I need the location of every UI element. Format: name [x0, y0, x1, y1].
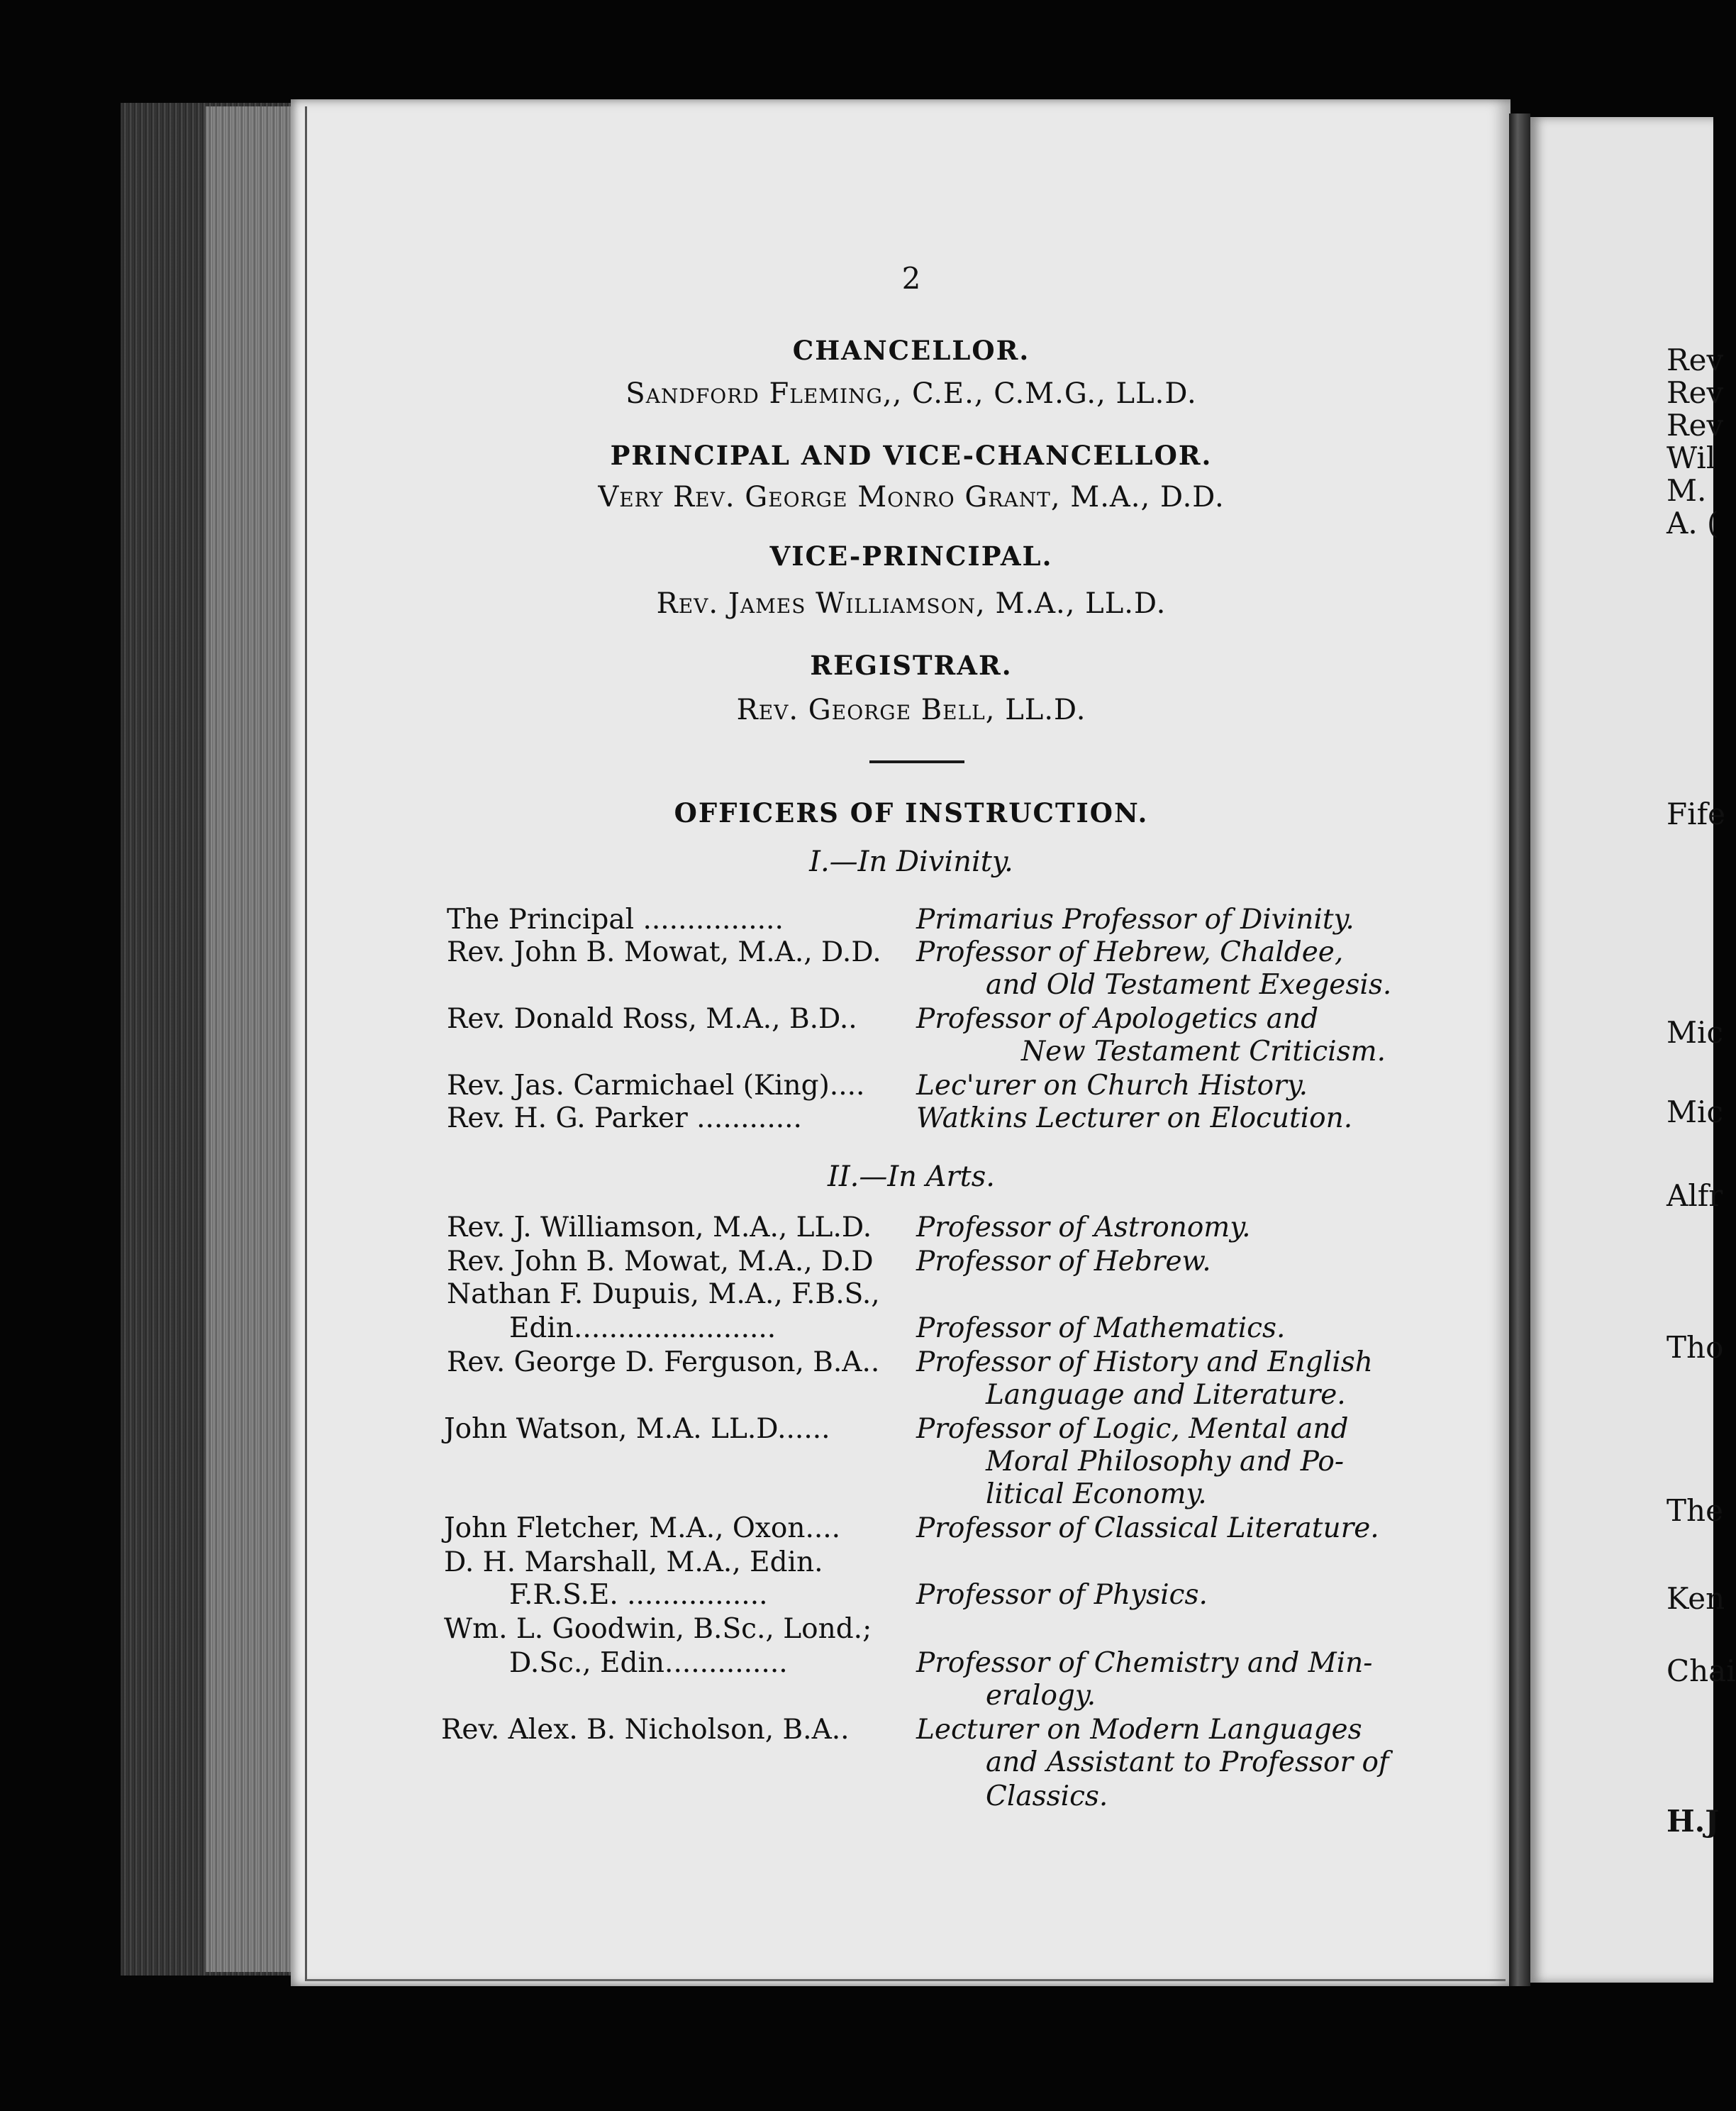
- faculty-name: John Fletcher, M.A., Oxon....: [444, 1512, 841, 1544]
- faculty-title: eralogy.: [986, 1680, 1096, 1712]
- faculty-name: D. H. Marshall, M.A., Edin.: [444, 1546, 823, 1578]
- chancellor-heading: CHANCELLOR.: [792, 335, 1030, 366]
- faculty-name: Rev. Donald Ross, M.A., B.D..: [447, 1003, 857, 1035]
- faculty-title: Professor of Classical Literature.: [916, 1512, 1379, 1544]
- faculty-name: Edin.......................: [509, 1312, 777, 1344]
- faculty-title: Professor of Apologetics and: [916, 1003, 1319, 1035]
- faculty-name: Wm. L. Goodwin, B.Sc., Lond.;: [444, 1613, 872, 1645]
- divinity-subheading: I.—In Divinity.: [809, 846, 1013, 878]
- faculty-title: Watkins Lecturer on Elocution.: [916, 1102, 1353, 1134]
- principal-heading: PRINCIPAL AND VICE-CHANCELLOR.: [610, 440, 1213, 471]
- vice-principal-heading: VICE-PRINCIPAL.: [769, 541, 1053, 572]
- principal-name: Very Rev. George Monro Grant, M.A., D.D.: [598, 481, 1225, 514]
- facing-fragment: Rev: [1667, 408, 1724, 443]
- faculty-title: litical Economy.: [986, 1478, 1207, 1510]
- faculty-title: Professor of Chemistry and Min-: [916, 1647, 1373, 1679]
- faculty-title: Language and Literature.: [986, 1379, 1346, 1411]
- faculty-name: John Watson, M.A. LL.D......: [444, 1413, 830, 1445]
- facing-fragment: Ken: [1667, 1581, 1725, 1616]
- faculty-name: The Principal ................: [447, 904, 784, 936]
- faculty-name: Rev. H. G. Parker ............: [447, 1102, 802, 1134]
- faculty-title: Primarius Professor of Divinity.: [916, 904, 1354, 936]
- faculty-name: Rev. John B. Mowat, M.A., D.D.: [447, 936, 881, 968]
- facing-fragment: Rev: [1667, 375, 1724, 410]
- chancellor-name: Sandford Fleming,, C.E., C.M.G., LL.D.: [625, 377, 1197, 410]
- facing-fragment: Tho: [1667, 1330, 1724, 1365]
- faculty-name: D.Sc., Edin..............: [509, 1647, 788, 1679]
- faculty-title: Professor of Hebrew, Chaldee,: [916, 936, 1344, 968]
- vice-principal-name: Rev. James Williamson, M.A., LL.D.: [656, 587, 1167, 620]
- facing-fragment: Wil: [1667, 441, 1716, 475]
- facing-fragment: Fife: [1667, 797, 1725, 831]
- facing-fragment: Rev: [1667, 343, 1724, 377]
- faculty-name: Rev. John B. Mowat, M.A., D.D: [447, 1246, 874, 1278]
- faculty-name: F.R.S.E. ................: [509, 1579, 768, 1611]
- facing-fragment: The: [1667, 1493, 1723, 1528]
- officers-heading: OFFICERS OF INSTRUCTION.: [674, 797, 1149, 829]
- faculty-title: and Assistant to Professor of: [986, 1746, 1389, 1778]
- faculty-title: New Testament Criticism.: [1021, 1036, 1386, 1068]
- faculty-title: Moral Philosophy and Po-: [986, 1446, 1345, 1478]
- faculty-name: Rev. George D. Ferguson, B.A..: [447, 1346, 880, 1378]
- facing-fragment: H.J: [1667, 1804, 1720, 1839]
- registrar-name: Rev. George Bell, LL.D.: [736, 694, 1086, 726]
- facing-fragment: A. (: [1667, 506, 1719, 541]
- facing-fragment: Alfr: [1667, 1178, 1723, 1213]
- arts-subheading: II.—In Arts.: [828, 1160, 995, 1193]
- faculty-name: Rev. Alex. B. Nicholson, B.A..: [441, 1714, 850, 1746]
- faculty-name: Nathan F. Dupuis, M.A., F.B.S.,: [447, 1278, 880, 1310]
- faculty-title: Professor of Physics.: [916, 1579, 1208, 1611]
- page-number: 2: [901, 261, 921, 296]
- faculty-title: Professor of Logic, Mental and: [916, 1413, 1349, 1445]
- facing-fragment: M.: [1667, 473, 1707, 508]
- faculty-name: Rev. Jas. Carmichael (King)....: [447, 1070, 865, 1102]
- faculty-title: Lecturer on Modern Languages: [916, 1714, 1362, 1746]
- section-divider: [869, 760, 964, 763]
- facing-page: [1530, 117, 1736, 1983]
- facing-fragment: Chai: [1667, 1653, 1736, 1688]
- faculty-title: Professor of Astronomy.: [916, 1212, 1251, 1243]
- registrar-heading: REGISTRAR.: [810, 650, 1013, 681]
- faculty-name: Rev. J. Williamson, M.A., LL.D.: [447, 1212, 872, 1243]
- faculty-title: and Old Testament Exegesis.: [986, 969, 1392, 1001]
- book-page-edges-highlight: [206, 106, 291, 1972]
- facing-fragment: Mic: [1667, 1095, 1723, 1129]
- facing-fragment: Mic: [1667, 1015, 1723, 1050]
- faculty-title: Classics.: [986, 1780, 1108, 1812]
- faculty-title: Professor of Mathematics.: [916, 1312, 1286, 1344]
- faculty-title: Lec'urer on Church History.: [916, 1070, 1308, 1102]
- faculty-title: Professor of Hebrew.: [916, 1246, 1211, 1278]
- faculty-title: Professor of History and English: [916, 1346, 1373, 1378]
